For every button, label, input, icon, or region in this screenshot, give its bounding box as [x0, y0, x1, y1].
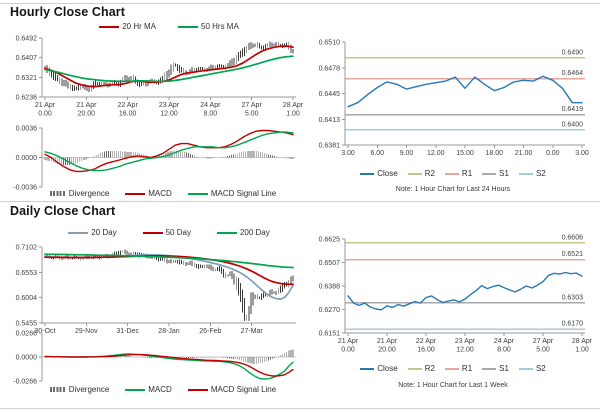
svg-text:0.6492: 0.6492 — [15, 35, 37, 43]
legend-label: S2 — [535, 169, 546, 178]
line-swatch — [360, 173, 374, 175]
svg-text:0.0266: 0.0266 — [15, 330, 37, 338]
svg-text:0.6407: 0.6407 — [15, 55, 37, 63]
svg-text:21 Apr20.00: 21 Apr 20.00 — [376, 338, 398, 354]
svg-text:24 Apr8.00: 24 Apr 8.00 — [493, 338, 515, 354]
legend-label: Close — [377, 364, 398, 373]
svg-text:0.6004: 0.6004 — [15, 295, 37, 303]
line-swatch — [519, 173, 533, 175]
legend-item-s1 — [482, 364, 509, 373]
line-swatch — [408, 368, 422, 370]
daily-pivot-legend — [310, 364, 596, 373]
svg-text:0.6478: 0.6478 — [318, 65, 340, 73]
legend-label: 20 Hr MA — [122, 22, 156, 31]
legend-label: 50 Day — [165, 228, 191, 237]
svg-text:21.00: 21.00 — [514, 150, 533, 157]
svg-text:27 Apr5.00: 27 Apr 5.00 — [241, 102, 262, 118]
svg-text:0.6170: 0.6170 — [561, 320, 583, 328]
svg-text:21 Apr0.00: 21 Apr 0.00 — [337, 338, 359, 354]
legend-label: Divergence — [68, 189, 110, 198]
daily-pivot-plot — [319, 234, 593, 353]
svg-text:18.00: 18.00 — [485, 150, 504, 157]
svg-text:0.6303: 0.6303 — [561, 294, 583, 302]
svg-text:0.6606: 0.6606 — [561, 234, 583, 242]
svg-text:3.00: 3.00 — [341, 150, 355, 157]
legend-item-20-day — [68, 228, 116, 237]
legend-item-r1 — [445, 169, 472, 178]
svg-text:3.00: 3.00 — [575, 150, 589, 157]
hourly-pivot-plot — [319, 40, 589, 158]
line-swatch — [188, 389, 208, 391]
svg-text:28 Apr1.00: 28 Apr 1.00 — [571, 338, 593, 354]
legend-label: MACD Signal Line — [210, 385, 277, 394]
legend-item-s2 — [519, 169, 546, 178]
svg-text:0.0000: 0.0000 — [15, 354, 37, 362]
svg-text:0.6510: 0.6510 — [318, 39, 340, 47]
daily-chart-title: Daily Close Chart — [10, 204, 116, 218]
svg-text:6.00: 6.00 — [370, 150, 385, 157]
line-swatch — [360, 368, 374, 370]
line-swatch — [445, 368, 459, 370]
legend-label: MACD Signal Line — [210, 189, 277, 198]
svg-text:23 Apr12.00: 23 Apr 12.00 — [454, 338, 476, 354]
legend-label: Divergence — [68, 385, 110, 394]
svg-text:0.6464: 0.6464 — [561, 70, 583, 78]
line-swatch — [143, 232, 163, 234]
line-swatch — [99, 26, 119, 28]
hourly-pivot-legend — [310, 169, 596, 178]
svg-text:0.6400: 0.6400 — [561, 121, 583, 129]
line-swatch — [445, 173, 459, 175]
svg-text:31-Dec: 31-Dec — [116, 328, 139, 335]
legend-label: R1 — [461, 169, 473, 178]
legend-label: Close — [377, 169, 398, 178]
svg-text:0.6553: 0.6553 — [15, 269, 37, 277]
line-swatch — [68, 232, 88, 234]
svg-text:0.6521: 0.6521 — [561, 251, 583, 259]
svg-text:0.6419: 0.6419 — [561, 106, 583, 114]
daily-price-plot — [16, 245, 296, 336]
legend-label: S2 — [535, 364, 546, 373]
legend-item-close — [360, 364, 397, 373]
svg-text:27 Apr5.00: 27 Apr 5.00 — [532, 338, 554, 354]
svg-text:0.00: 0.00 — [545, 150, 560, 157]
hourly-ma-legend — [42, 22, 296, 31]
legend-item-r2 — [408, 364, 435, 373]
svg-text:0.6381: 0.6381 — [318, 142, 340, 150]
line-swatch — [217, 232, 237, 234]
legend-item-s1 — [482, 169, 509, 178]
line-swatch — [188, 193, 208, 195]
hourly-price-plot — [16, 36, 304, 118]
legend-item-r2 — [408, 169, 435, 178]
legend-label: R2 — [424, 364, 435, 373]
svg-text:0.6236: 0.6236 — [15, 94, 37, 102]
line-swatch — [125, 389, 145, 391]
daily-pivot-note: Note: 1 Hour Chart for Last 1 Week — [398, 382, 508, 389]
svg-text:30-Oct: 30-Oct — [34, 328, 56, 335]
legend-item-s2 — [519, 364, 546, 373]
daily-ma-legend — [42, 228, 296, 237]
svg-text:0.6388: 0.6388 — [318, 283, 340, 291]
legend-label: R2 — [424, 169, 435, 178]
line-swatch — [125, 193, 145, 195]
legend-item-divergence — [50, 385, 109, 394]
svg-text:0.6490: 0.6490 — [561, 49, 583, 57]
svg-text:0.6413: 0.6413 — [318, 116, 340, 124]
svg-text:28 Apr1.00: 28 Apr 1.00 — [282, 102, 304, 118]
svg-text:15.00: 15.00 — [456, 150, 474, 157]
svg-text:21 Apr0.00: 21 Apr 0.00 — [34, 102, 56, 118]
legend-item-200-day — [217, 228, 270, 237]
legend-label: MACD — [148, 189, 172, 198]
line-swatch — [482, 368, 496, 370]
svg-text:0.6625: 0.6625 — [318, 236, 340, 244]
hourly-macd-plot — [13, 126, 296, 192]
divergence-swatch — [50, 191, 66, 196]
legend-label: 200 Day — [239, 228, 270, 237]
line-swatch — [519, 368, 533, 370]
svg-text:0.5455: 0.5455 — [15, 320, 37, 328]
svg-text:9.00: 9.00 — [399, 150, 414, 157]
svg-text:23 Apr12.00: 23 Apr 12.00 — [158, 102, 180, 118]
hourly-macd-legend — [30, 189, 296, 198]
line-swatch — [482, 173, 496, 175]
svg-text:0.6507: 0.6507 — [318, 260, 340, 267]
svg-text:0.0000: 0.0000 — [15, 155, 37, 162]
svg-text:29-Nov: 29-Nov — [75, 328, 98, 335]
line-swatch — [178, 26, 198, 28]
legend-label: 50 Hrs MA — [201, 22, 239, 31]
legend-label: 20 Day — [91, 228, 117, 237]
divergence-swatch — [50, 387, 66, 392]
legend-item-divergence — [50, 189, 109, 198]
svg-text:28-Jan: 28-Jan — [158, 328, 180, 335]
svg-text:26-Feb: 26-Feb — [199, 328, 222, 335]
svg-text:0.6151: 0.6151 — [318, 330, 340, 338]
daily-macd-legend — [30, 385, 296, 394]
svg-text:12.00: 12.00 — [426, 150, 445, 157]
legend-label: MACD — [148, 385, 172, 394]
legend-item-r1 — [445, 364, 472, 373]
svg-text:0.6445: 0.6445 — [318, 91, 340, 98]
legend-item-50-day — [143, 228, 191, 237]
svg-text:0.7102: 0.7102 — [15, 244, 37, 252]
svg-text:0.6270: 0.6270 — [318, 307, 340, 314]
legend-item-macd-signal-line — [188, 385, 276, 394]
legend-item-close — [360, 169, 397, 178]
legend-label: S1 — [499, 364, 509, 373]
svg-text:22 Apr16.00: 22 Apr 16.00 — [415, 338, 437, 354]
svg-text:22 Apr16.00: 22 Apr 16.00 — [117, 102, 138, 118]
hourly-chart-title: Hourly Close Chart — [10, 5, 126, 19]
svg-text:27-Mar: 27-Mar — [240, 328, 263, 335]
daily-macd-plot — [13, 331, 296, 386]
svg-text:-0.0266: -0.0266 — [13, 378, 37, 386]
svg-text:0.0036: 0.0036 — [15, 125, 37, 133]
svg-text:21 Apr20.00: 21 Apr 20.00 — [76, 102, 97, 118]
legend-label: S1 — [499, 169, 509, 178]
svg-text:24 Apr8.00: 24 Apr 8.00 — [200, 102, 221, 118]
svg-text:0.6321: 0.6321 — [15, 74, 37, 82]
legend-item-macd — [125, 189, 172, 198]
legend-item-macd — [125, 385, 172, 394]
legend-item-macd-signal-line — [188, 189, 276, 198]
hourly-pivot-note: Note: 1 Hour Chart for Last 24 Hours — [395, 186, 511, 193]
legend-item-20-hr-ma — [99, 22, 156, 31]
legend-item-50-hrs-ma — [178, 22, 239, 31]
line-swatch — [408, 173, 422, 175]
legend-label: R1 — [461, 364, 473, 373]
svg-text:-0.0036: -0.0036 — [13, 184, 37, 192]
